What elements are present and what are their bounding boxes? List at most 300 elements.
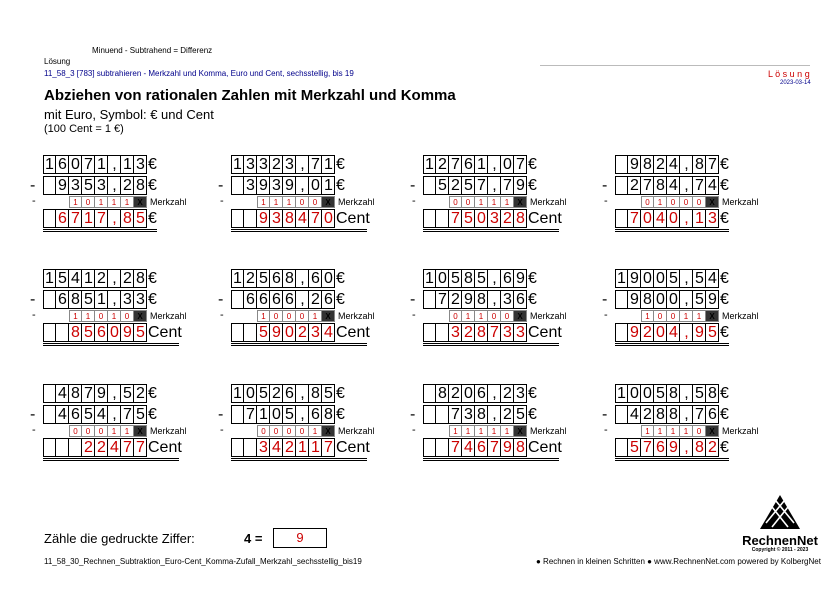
res-row [420, 438, 620, 457]
unit-symbol: € [720, 270, 729, 287]
digit-box [56, 438, 69, 457]
carry-digit: 1 [121, 196, 134, 208]
digit: 2 [464, 324, 473, 341]
top-row [612, 384, 812, 403]
digit: 3 [272, 210, 281, 227]
digit: 4 [708, 177, 717, 194]
digit: 7 [490, 324, 499, 341]
x-marker: X [134, 310, 147, 322]
digit: 9 [516, 177, 525, 194]
digit: 2 [123, 270, 132, 287]
digit: 7 [438, 291, 447, 308]
digit: 7 [630, 210, 639, 227]
digit: , [684, 210, 689, 227]
digit-box [423, 438, 436, 457]
digit: , [300, 385, 305, 402]
digit: 5 [136, 210, 145, 227]
res-row [420, 323, 620, 342]
page-title: Abziehen von rationalen Zahlen mit Merkzahl und Komma [44, 87, 456, 104]
unit-symbol: € [336, 385, 345, 402]
carry-row [412, 195, 620, 208]
x-marker: X [322, 310, 335, 322]
result-unit: Cent [528, 439, 562, 456]
carry-digit: 1 [108, 310, 121, 322]
minus-sign: - [410, 291, 416, 308]
digit: 9 [58, 177, 67, 194]
double-underline [43, 343, 179, 346]
digit: 3 [503, 291, 512, 308]
carry-digit: 0 [283, 310, 296, 322]
digit: 6 [259, 291, 268, 308]
carry-digit: 0 [283, 425, 296, 437]
carry-digit: 1 [462, 310, 475, 322]
carry-dash: - [220, 424, 224, 436]
digit: 5 [464, 177, 473, 194]
digit: 7 [311, 210, 320, 227]
digit: 1 [695, 210, 704, 227]
digit: 1 [233, 156, 242, 173]
carry-digit: 0 [449, 196, 462, 208]
carry-digit: 1 [257, 310, 270, 322]
res-row [612, 438, 812, 457]
digit: 8 [656, 406, 665, 423]
digit: 2 [643, 406, 652, 423]
minus-sign: - [410, 406, 416, 423]
sub-row [602, 290, 812, 309]
digit: 7 [695, 177, 704, 194]
digit: 5 [630, 439, 639, 456]
carry-digit: 1 [693, 310, 706, 322]
digit: 2 [97, 270, 106, 287]
carry-digit: 1 [95, 196, 108, 208]
digit-box [56, 323, 69, 342]
header-rule [540, 65, 810, 66]
digit: 2 [123, 177, 132, 194]
digit: 0 [643, 270, 652, 287]
digit: 8 [311, 385, 320, 402]
carry-digit: 1 [257, 196, 270, 208]
digit: 8 [695, 156, 704, 173]
merkzahl-label: Merkzahl [530, 426, 567, 436]
digit: 6 [464, 156, 473, 173]
carry-digit: 1 [475, 196, 488, 208]
digit: 8 [285, 210, 294, 227]
merkzahl-label: Merkzahl [530, 197, 567, 207]
digit-box [244, 323, 257, 342]
carry-digit: 0 [296, 310, 309, 322]
carry-digit: 1 [654, 196, 667, 208]
date: 2023-03-14 [780, 80, 811, 86]
digit: 6 [58, 291, 67, 308]
carry-dash: - [220, 309, 224, 321]
carry-digit: 0 [680, 196, 693, 208]
merkzahl-label: Merkzahl [338, 311, 375, 321]
digit: 0 [669, 291, 678, 308]
digit-box [43, 438, 56, 457]
digit: 7 [451, 439, 460, 456]
digit: 4 [324, 324, 333, 341]
merkzahl-label: Merkzahl [338, 197, 375, 207]
carry-digit: 1 [501, 196, 514, 208]
digit: 2 [708, 439, 717, 456]
digit: 6 [516, 291, 525, 308]
double-underline [43, 229, 157, 232]
subtraction-problem [602, 269, 812, 344]
digit-box [423, 384, 436, 403]
topic-line: 11_58_3 [783] subtrahieren - Merkzahl und Komma, Euro und Cent, sechsstellig, bis 19 [44, 69, 354, 78]
unit-symbol: € [336, 156, 345, 173]
sub-row [410, 405, 620, 424]
double-underline [231, 343, 367, 346]
double-underline [615, 343, 729, 346]
digit-box [43, 323, 56, 342]
digit: , [492, 406, 497, 423]
digit: 0 [656, 324, 665, 341]
double-underline [231, 229, 367, 232]
carry-digit: 0 [69, 425, 82, 437]
x-marker: X [322, 425, 335, 437]
res-row [228, 438, 428, 457]
digit: 7 [324, 439, 333, 456]
carry-digit: 0 [296, 196, 309, 208]
digit: 2 [272, 156, 281, 173]
digit-box [436, 438, 449, 457]
digit: 8 [516, 210, 525, 227]
carry-digit: 1 [654, 425, 667, 437]
carry-dash: - [412, 424, 416, 436]
digit: 0 [324, 210, 333, 227]
digit-box [244, 209, 257, 228]
carry-digit: 0 [95, 310, 108, 322]
digit: , [684, 177, 689, 194]
digit: 8 [136, 270, 145, 287]
digit: 5 [136, 324, 145, 341]
digit: 6 [503, 270, 512, 287]
digit: 4 [630, 406, 639, 423]
x-marker: X [134, 196, 147, 208]
digit: 4 [708, 270, 717, 287]
merkzahl-label: Merkzahl [150, 311, 187, 321]
res-row [420, 209, 620, 228]
sub-row [602, 405, 812, 424]
digit: 5 [516, 406, 525, 423]
digit: 0 [656, 270, 665, 287]
result-unit: Cent [336, 439, 370, 456]
minus-sign: - [30, 291, 36, 308]
carry-digit: 0 [488, 310, 501, 322]
carry-digit: 0 [641, 196, 654, 208]
digit: 6 [311, 270, 320, 287]
x-marker: X [706, 196, 719, 208]
digit: 5 [695, 270, 704, 287]
result-unit: € [720, 439, 729, 456]
digit-box [615, 438, 628, 457]
digit: 5 [259, 270, 268, 287]
carry-row [32, 195, 240, 208]
carry-digit: 1 [641, 425, 654, 437]
top-row [228, 384, 428, 403]
digit: 6 [324, 291, 333, 308]
digit: 8 [669, 385, 678, 402]
digit: 3 [259, 156, 268, 173]
carry-digit: 0 [654, 310, 667, 322]
carry-digit: 1 [82, 310, 95, 322]
digit: 0 [503, 156, 512, 173]
unit-symbol: € [528, 385, 537, 402]
digit: 8 [477, 324, 486, 341]
digit: 9 [516, 270, 525, 287]
digit: 9 [285, 177, 294, 194]
res-row [40, 323, 240, 342]
result-unit: Cent [528, 324, 562, 341]
carry-digit: 1 [475, 310, 488, 322]
merkzahl-label: Merkzahl [150, 426, 187, 436]
digit: , [684, 439, 689, 456]
digit: 1 [425, 156, 434, 173]
minus-sign: - [218, 406, 224, 423]
minus-sign: - [218, 291, 224, 308]
carry-digit: 0 [82, 425, 95, 437]
digit: 9 [97, 385, 106, 402]
digit: , [112, 270, 117, 287]
digit: 2 [503, 210, 512, 227]
unit-symbol: € [720, 385, 729, 402]
top-row [420, 384, 620, 403]
digit: 2 [451, 177, 460, 194]
digit: 4 [669, 324, 678, 341]
digit: , [300, 156, 305, 173]
digit: 3 [272, 177, 281, 194]
digit: 7 [84, 385, 93, 402]
digit: 6 [58, 156, 67, 173]
digit: 4 [272, 439, 281, 456]
carry-digit: 0 [296, 425, 309, 437]
digit: 7 [311, 156, 320, 173]
logo-text: RechnenNet [742, 533, 818, 548]
top-row [228, 269, 428, 288]
digit: 1 [259, 406, 268, 423]
digit: 0 [110, 324, 119, 341]
res-row [228, 209, 428, 228]
digit: 3 [136, 156, 145, 173]
digit: , [492, 156, 497, 173]
x-marker: X [514, 310, 527, 322]
digit-box [43, 176, 56, 195]
carry-row [604, 195, 812, 208]
carry-digit: 0 [270, 425, 283, 437]
carry-digit: 1 [309, 310, 322, 322]
carry-digit: 1 [462, 425, 475, 437]
digit: 1 [84, 210, 93, 227]
subtraction-problem [410, 384, 620, 459]
digit: 9 [695, 324, 704, 341]
digit: 8 [477, 406, 486, 423]
digit: 2 [656, 156, 665, 173]
unit-symbol: € [336, 406, 345, 423]
subtraction-problem [410, 155, 620, 230]
carry-digit: 1 [108, 196, 121, 208]
digit: 9 [630, 324, 639, 341]
digit: 7 [451, 210, 460, 227]
digit-box [423, 176, 436, 195]
sub-row [218, 290, 428, 309]
x-marker: X [322, 196, 335, 208]
digit: 6 [477, 385, 486, 402]
subtraction-problem [410, 269, 620, 344]
footer-filename: 11_58_30_Rechnen_Subtraktion_Euro-Cent_Komma-Zufall_Merkzahl_sechsstellig_bis19 [44, 557, 362, 566]
carry-row [32, 424, 240, 437]
double-underline [615, 229, 729, 232]
subtraction-problem [30, 384, 240, 459]
digit: 5 [84, 324, 93, 341]
unit-symbol: € [336, 270, 345, 287]
digit: 3 [516, 324, 525, 341]
digit: 7 [503, 177, 512, 194]
digit-box [231, 290, 244, 309]
digit: 7 [643, 177, 652, 194]
subtitle: mit Euro, Symbol: € und Cent [44, 107, 214, 122]
digit: 5 [84, 177, 93, 194]
carry-digit: 1 [121, 425, 134, 437]
x-marker: X [134, 425, 147, 437]
res-row [40, 209, 240, 228]
digit: 4 [464, 439, 473, 456]
digit: 7 [451, 156, 460, 173]
digit: 8 [123, 210, 132, 227]
digit: 6 [285, 291, 294, 308]
unit-symbol: € [148, 156, 157, 173]
x-marker: X [514, 425, 527, 437]
count-answer[interactable]: 9 [273, 528, 327, 548]
subtraction-problem [30, 155, 240, 230]
digit: 7 [123, 439, 132, 456]
digit: 2 [451, 385, 460, 402]
carry-digit: 1 [641, 310, 654, 322]
carry-digit: 0 [693, 196, 706, 208]
x-marker: X [706, 425, 719, 437]
note: (100 Cent = 1 €) [44, 123, 124, 135]
digit: 0 [630, 385, 639, 402]
digit-box [423, 323, 436, 342]
digit: 3 [464, 406, 473, 423]
digit: 3 [136, 291, 145, 308]
digit: 1 [324, 156, 333, 173]
carry-digit: 0 [82, 196, 95, 208]
digit: 0 [71, 156, 80, 173]
count-label: Zähle die gedruckte Ziffer: [44, 531, 195, 546]
digit: 9 [630, 291, 639, 308]
digit: 5 [285, 406, 294, 423]
digit: 7 [123, 406, 132, 423]
digit: 7 [97, 210, 106, 227]
top-row [228, 155, 428, 174]
top-row [420, 155, 620, 174]
rechnennet-logo [740, 493, 820, 553]
digit: 2 [136, 385, 145, 402]
digit: 3 [285, 156, 294, 173]
digit: 3 [97, 177, 106, 194]
digit: 1 [617, 385, 626, 402]
carry-dash: - [604, 309, 608, 321]
digit: 8 [438, 385, 447, 402]
digit: 3 [516, 385, 525, 402]
digit: 0 [438, 270, 447, 287]
carry-row [412, 309, 620, 322]
digit: 7 [136, 439, 145, 456]
digit: , [300, 270, 305, 287]
digit: 5 [477, 270, 486, 287]
digit: 6 [71, 406, 80, 423]
digit: 5 [259, 324, 268, 341]
unit-symbol: € [720, 177, 729, 194]
digit-box [43, 290, 56, 309]
digit: 8 [285, 270, 294, 287]
digit: 6 [272, 270, 281, 287]
unit-symbol: € [148, 270, 157, 287]
digit: 2 [503, 406, 512, 423]
digit: , [684, 324, 689, 341]
result-unit: € [148, 210, 157, 227]
digit-box [231, 438, 244, 457]
merkzahl-label: Merkzahl [722, 311, 759, 321]
digit: 9 [708, 291, 717, 308]
digit-box [615, 176, 628, 195]
digit: , [112, 210, 117, 227]
carry-row [604, 424, 812, 437]
digit-box [615, 155, 628, 174]
carry-dash: - [32, 424, 36, 436]
subtraction-problem [218, 384, 428, 459]
digit: 5 [438, 177, 447, 194]
carry-row [220, 424, 428, 437]
carry-digit: 1 [488, 425, 501, 437]
logo-mark [758, 493, 802, 531]
carry-dash: - [220, 195, 224, 207]
digit: 1 [97, 156, 106, 173]
double-underline [615, 458, 729, 461]
digit: 7 [490, 439, 499, 456]
digit: 1 [617, 270, 626, 287]
digit: 9 [272, 324, 281, 341]
digit: 6 [272, 291, 281, 308]
digit: 8 [643, 156, 652, 173]
digit: 0 [669, 210, 678, 227]
minus-sign: - [30, 406, 36, 423]
digit: 5 [451, 270, 460, 287]
result-unit: Cent [148, 324, 182, 341]
digit: 3 [259, 439, 268, 456]
digit: 9 [259, 177, 268, 194]
carry-dash: - [32, 195, 36, 207]
digit: 4 [669, 177, 678, 194]
carry-digit: 1 [69, 310, 82, 322]
digit-box [423, 405, 436, 424]
digit: , [684, 291, 689, 308]
digit-box [615, 209, 628, 228]
carry-row [220, 195, 428, 208]
footer-right: ● Rechnen in kleinen Schritten ● www.RechnenNet.com powered by KolbergNet [536, 557, 821, 566]
digit-box [615, 290, 628, 309]
digit: 1 [324, 177, 333, 194]
carry-row [412, 424, 620, 437]
digit: 6 [477, 439, 486, 456]
digit: 2 [272, 385, 281, 402]
sub-row [30, 176, 240, 195]
digit: 6 [656, 439, 665, 456]
digit-box [423, 290, 436, 309]
digit: , [300, 406, 305, 423]
carry-dash: - [604, 424, 608, 436]
